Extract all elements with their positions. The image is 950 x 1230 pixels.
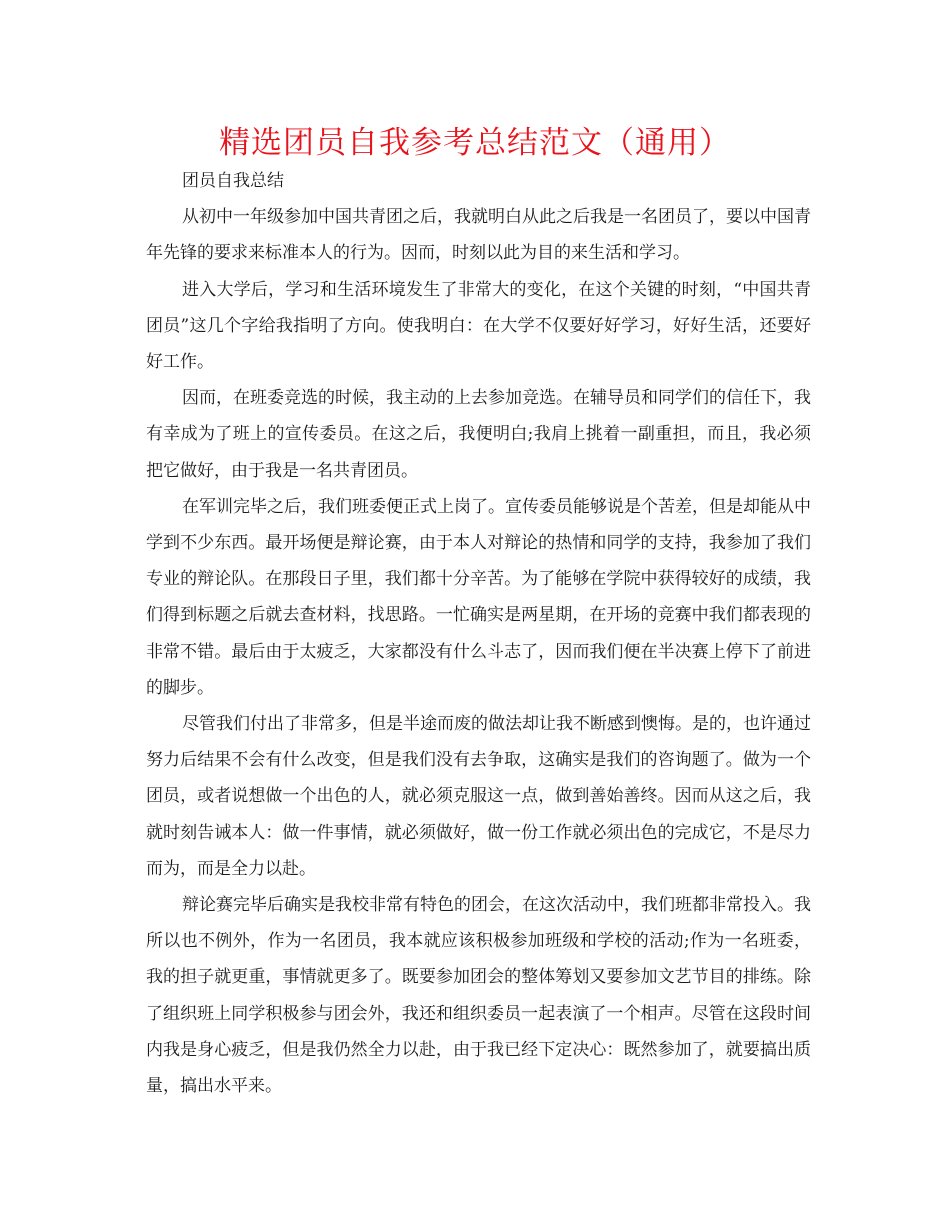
paragraph: 从初中一年级参加中国共青团之后，我就明白从此之后我是一名团员了，要以中国青年先锋的要求来标准本人的行为。因而，时刻以此为目的来生活和学习。 bbox=[146, 207, 811, 264]
paragraph: 尽管我们付出了非常多，但是半途而废的做法却让我不断感到懊悔。是的，也许通过努力后结果不会有什么改变，但是我们没有去争取，这确实是我们的咨询题了。做为一个团员，或者说想做一个出色的人，就必须克服这一点，做到善始善终。因而从这之后，我就时刻告诫本人：做一件事情，就必须做好，做一份工作就必须出色的完成它，不是尽力而为，而是全力以赴。 bbox=[146, 714, 811, 879]
paragraph: 进入大学后，学习和生活环境发生了非常大的变化，在这个关键的时刻，“中国共青团员”这几个字给我指明了方向。使我明白：在大学不仅要好好学习，好好生活，还要好好工作。 bbox=[146, 279, 811, 373]
document-title: 精选团员自我参考总结范文（通用） bbox=[219, 125, 731, 161]
paragraph: 因而，在班委竞选的时候，我主动的上去参加竞选。在辅导员和同学们的信任下，我有幸成为了班上的宣传委员。在这之后，我便明白;我肩上挑着一副重担，而且，我必须把它做好，由于我是一名共青团员。 bbox=[146, 388, 811, 481]
paragraph: 在军训完毕之后，我们班委便正式上岗了。宣传委员能够说是个苦差，但是却能从中学到不少东西。最开场便是辩论赛，由于本人对辩论的热情和同学的支持，我参加了我们专业的辩论队。在那段日子里，我们都十分辛苦。为了能够在学院中获得较好的成绩，我们得到标题之后就去查材料，找思路。一忙确实是两星期，在开场的竞赛中我们都表现的非常不错。最后由于太疲乏，大家都没有什么斗志了，因而我们便在半决赛上停下了前进的脚步。 bbox=[146, 496, 811, 698]
paragraph: 辩论赛完毕后确实是我校非常有特色的团会，在这次活动中，我们班都非常投入。我所以也不例外，作为一名团员，我本就应该积极参加班级和学校的活动;作为一名班委，我的担子就更重，事情就更多了。既要参加团会的整体筹划又要参加文艺节目的排练。除了组织班上同学积极参与团会外，我还和组织委员一起表演了一个相声。尽管在这段时间内我是身心疲乏，但是我仍然全力以赴，由于我已经下定决心：既然参加了，就要搞出质量，搞出水平来。 bbox=[146, 895, 811, 1097]
document-body bbox=[146, 163, 811, 1104]
paragraph-heading: 团员自我总结 bbox=[182, 171, 284, 191]
